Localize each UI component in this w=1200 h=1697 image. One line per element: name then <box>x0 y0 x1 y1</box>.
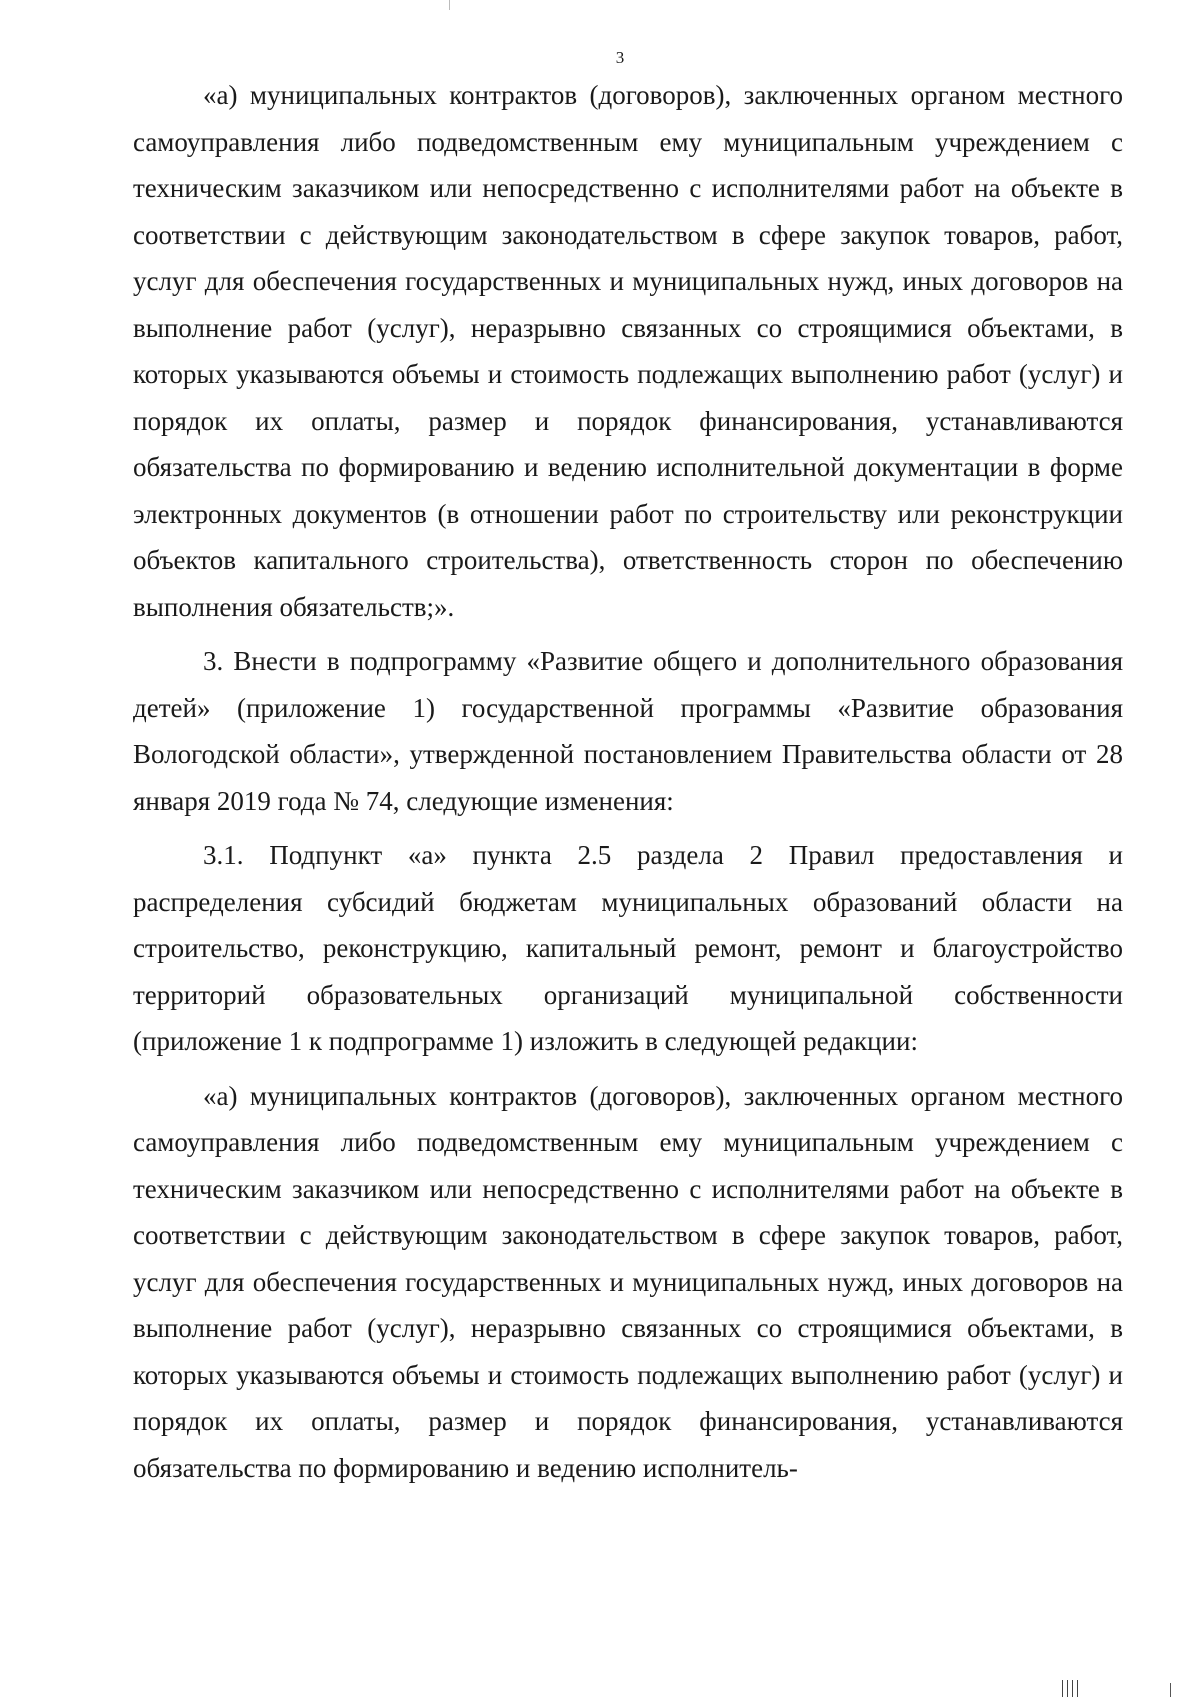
paragraph-contracts-clause: «а) муниципальных контрактов (договоров), заключенных органом местного самоуправления либо подведомственным ему муниципальным учреждением с техническим заказчиком или непосредственно с исполнителями работ на объекте в соответствии с действующим законодательством в сфере закупок товаров, работ, услуг для обеспечения государственных и муниципальных нужд, иных договоров на выполнение работ (услуг), неразрывно связанных со строящимися объектами, в которых указываются объемы и стоимость подлежащих выполнению работ (услуг) и порядок их оплаты, размер и порядок финансирования, устанавливаются обязательства по формированию и ведению исполнительной документации в форме электронных документов (в отношении работ по строительству или реконструкции объектов капитального строительства), ответственность сторон по обеспечению выполнения обязательств;». <box>133 80 1123 622</box>
paragraph-contracts-clause-new: «а) муниципальных контрактов (договоров), заключенных органом местного самоуправления либо подведомственным ему муниципальным учреждением с техническим заказчиком или непосредственно с исполнителями работ на объекте в соответствии с действующим законодательством в сфере закупок товаров, работ, услуг для обеспечения государственных и муниципальных нужд, иных договоров на выполнение работ (услуг), неразрывно связанных со строящимися объектами, в которых указываются объемы и стоимость подлежащих выполнению работ (услуг) и порядок их оплаты, размер и порядок финансирования, устанавливаются обязательства по формированию и ведению исполнитель- <box>133 1080 1123 1483</box>
page-number: 3 <box>615 48 625 67</box>
scan-barcode-mark <box>1062 1680 1098 1697</box>
paragraph-item-3: 3. Внести в подпрограмму «Развитие общего и дополнительного образования детей» (приложение 1) государственной программы «Развитие образования Вологодской области», утвержденной постановлением Правительства области от 28 января 2019 года № 74, следующие изменения: <box>133 646 1123 816</box>
paragraph-item-3-1: 3.1. Подпункт «а» пункта 2.5 раздела 2 Правил предоставления и распределения субсидий бюджетам муниципальных образований области на строительство, реконструкцию, капитальный ремонт, ремонт и благоустройство территорий образовательных организаций муниципальной собственности (приложение 1 к подпрограмме 1) изложить в следующей редакции: <box>133 840 1123 1056</box>
document-body <box>133 72 1123 1491</box>
scan-mark <box>449 0 450 10</box>
scan-mark-corner <box>1170 1683 1171 1697</box>
